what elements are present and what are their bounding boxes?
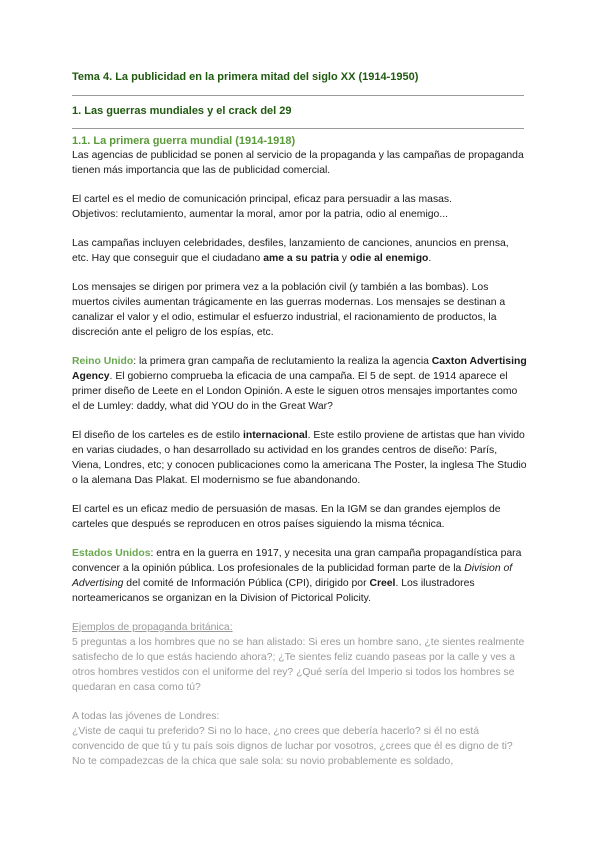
campanas-end: . [428, 253, 432, 264]
diseno-rest: . Este estilo proviene de artistas que han vivido en varias ciudades, o han desarrollado su actividad en los grandes centros de diseño: París, Viena, Londres, etc; y conocen publicaciones como la americana The Poster, la inglesa The Studio o la alemana Das Plakat. El modernismo se fue abandonando. [72, 430, 527, 486]
ejemplos-heading: Ejemplos de propaganda británica: [72, 622, 233, 633]
title-divider [72, 95, 524, 96]
ejemplos-body: 5 preguntas a los hombres que no se han alistado: Si eres un hombre sano, ¿te sientes realmente satisfecho de lo que estás haciendo ahora?; ¿Te sientes feliz cuando paseas por la calle y ves a otros hombres vestidos con el uniforme del rey? ¿Qué sería del Imperio si todos los hombres se quedaran en casa como tú? [72, 637, 525, 693]
campanas-mid: y [338, 253, 350, 264]
paragraph-persuasion: El cartel es un eficaz medio de persuasión de masas. En la IGM se dan grandes ejemplos de carteles que después se reproducen en otros países siguiendo la misma técnica. [72, 504, 501, 530]
campanas-text: Las campañas incluyen celebridades, desfiles, lanzamiento de canciones, anuncios en prensa, etc. Hay que conseguir que el ciudadano [72, 238, 509, 264]
subsection-title: 1.1. La primera guerra mundial (1914-1918) [72, 135, 296, 147]
reino-unido-label: Reino Unido [72, 356, 134, 367]
cartel-line: El cartel es el medio de comunicación principal, eficaz para persuadir a las masas. [72, 194, 453, 205]
document-title: Tema 4. La publicidad en la primera mitad del siglo XX (1914-1950) [72, 71, 419, 83]
estados-unidos-label: Estados Unidos [72, 548, 151, 559]
paragraph-mensajes: Los mensajes se dirigen por primera vez a la población civil (y también a las bombas). Los muertos civiles aumentan trágicamente en las guerras modernas. Los mensajes se destinan a canalizar el valor y el odio, estimular el esfuerzo industrial, el racionamiento de productos, la discreción ante el peligro de los espías, etc. [72, 282, 506, 338]
italic-division: Division of Advertising [72, 563, 513, 589]
paragraph-agencias: Las agencias de publicidad se ponen al servicio de la propaganda y las campañas de propaganda tienen más importancia que las de publicidad comercial. [72, 150, 524, 176]
jovenes-body: ¿Viste de caqui tu preferido? Si no lo hace, ¿no crees que debería hacerlo? si él no está convencido de que tú y tu país sois dignos de luchar por vosotros, ¿crees que él es digno de ti? No te compadezcas de la chica que sale sola: su novio probablemente es soldado, [72, 726, 513, 767]
document-content [72, 70, 527, 783]
bold-creel: Creel [369, 578, 396, 589]
paragraph-reino-unido [72, 354, 527, 414]
section-divider [72, 128, 524, 129]
paragraph-campanas [72, 236, 527, 266]
paragraph-cartel [72, 192, 527, 222]
jovenes-heading: A todas las jóvenes de Londres: [72, 711, 220, 722]
objetivos-line: Objetivos: reclutamiento, aumentar la moral, amor por la patria, odio al enemigo... [72, 209, 448, 220]
bold-caxton: Caxton Advertising Agency [72, 356, 527, 382]
section-title: 1. Las guerras mundiales y el crack del 29 [72, 105, 292, 117]
estados-unidos-rest: . Los ilustradores norteamericanos se organizan en la Division of Pictorical Policity. [72, 578, 475, 604]
reino-unido-text: : la primera gran campaña de reclutamiento la realiza la agencia [133, 356, 432, 367]
estados-unidos-text: : entra en la guerra en 1917, y necesita una gran campaña propagandística para convencer a la opinión pública. Los profesionales de la publicidad forman parte de la [72, 548, 522, 574]
paragraph-ejemplos [72, 620, 527, 695]
estados-unidos-mid: del comité de Información Pública (CPI), dirigido por [123, 578, 370, 589]
bold-internacional: internacional [242, 430, 308, 441]
diseno-text: El diseño de los carteles es de estilo [72, 430, 243, 441]
paragraph-estados-unidos [72, 546, 527, 606]
paragraph-jovenes [72, 709, 527, 769]
bold-enemigo: odie al enemigo [349, 253, 429, 264]
bold-patria: ame a su patria [263, 253, 339, 264]
reino-unido-rest: . El gobierno comprueba la eficacia de una campaña. El 5 de sept. de 1914 aparece el primer diseño de Leete en el London Opinión. A este le siguen otros mensajes importantes como el de Lumley: daddy, what did YOU do in the Great War? [72, 371, 518, 412]
paragraph-diseno [72, 428, 527, 488]
